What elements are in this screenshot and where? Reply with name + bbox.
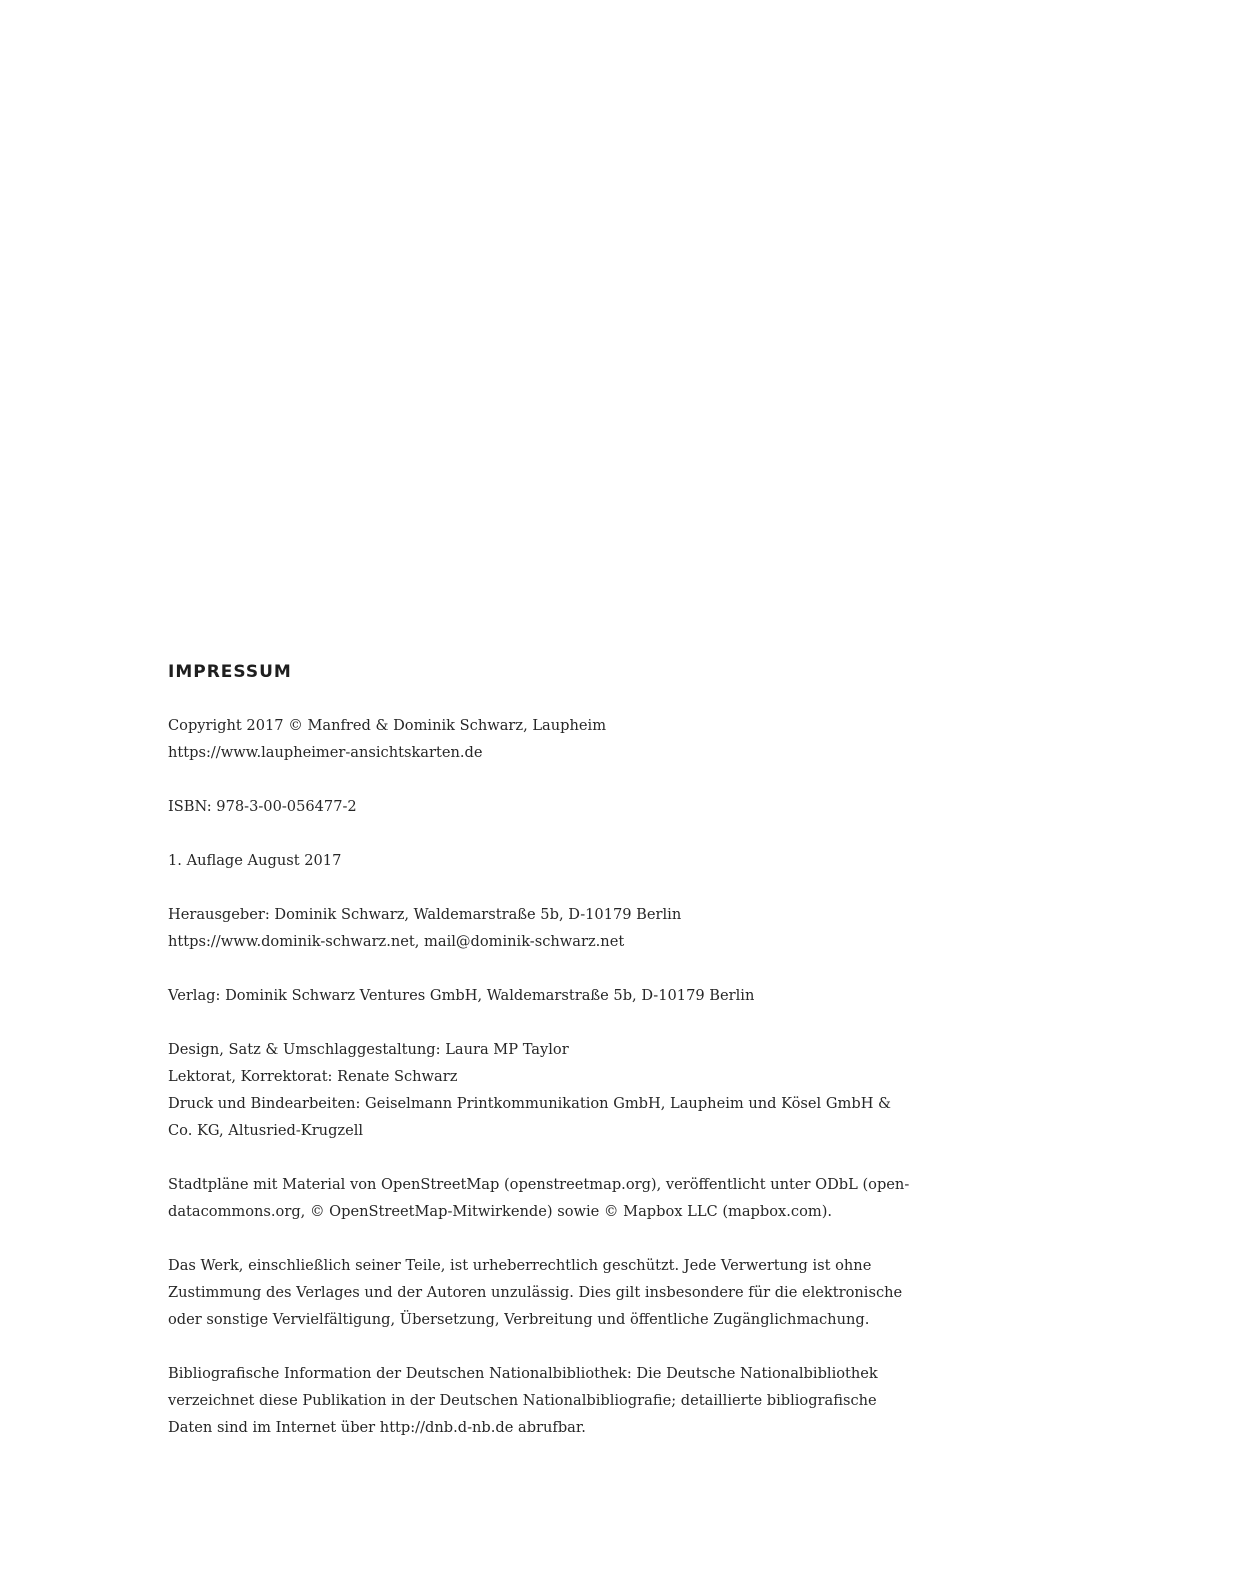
publisher-line: Herausgeber: Dominik Schwarz, Waldemarstraße 5b, D-10179 Berlin: [168, 906, 682, 923]
copyright-line: Copyright 2017 © Manfred & Dominik Schwarz, Laupheim: [168, 717, 607, 734]
dnb-line: verzeichnet diese Publikation in der Deutschen Nationalbibliografie; detaillierte bibliografische: [168, 1392, 877, 1409]
verlag-line: Verlag: Dominik Schwarz Ventures GmbH, Waldemarstraße 5b, D-10179 Berlin: [168, 987, 755, 1004]
rights-line: Das Werk, einschließlich seiner Teile, ist urheberrechtlich geschützt. Jede Verwertung ist ohne: [168, 1257, 872, 1274]
edition-block: [168, 847, 868, 874]
maps-line: Stadtpläne mit Material von OpenStreetMap (openstreetmap.org), veröffentlicht unter ODbL (open-: [168, 1176, 910, 1193]
publisher-block: [168, 901, 868, 955]
design-line: Design, Satz & Umschlaggestaltung: Laura MP Taylor: [168, 1041, 569, 1058]
maps-block: [168, 1171, 910, 1225]
verlag-block: [168, 982, 868, 1009]
isbn-line: ISBN: 978-3-00-056477-2: [168, 798, 357, 815]
website-link[interactable]: https://www.laupheimer-ansichtskarten.de: [168, 744, 483, 761]
rights-line: Zustimmung des Verlages und der Autoren unzulässig. Dies gilt insbesondere für die elektronische: [168, 1284, 903, 1301]
isbn-block: [168, 793, 868, 820]
dnb-line: Bibliografische Information der Deutschen Nationalbibliothek: Die Deutsche Nationalbibliothek: [168, 1365, 878, 1382]
dnb-block: [168, 1360, 878, 1441]
rights-block: [168, 1252, 903, 1333]
copyright-block: [168, 712, 868, 766]
rights-line: oder sonstige Vervielfältigung, Übersetzung, Verbreitung und öffentliche Zugänglichmachung.: [168, 1311, 870, 1328]
lektorat-line: Lektorat, Korrektorat: Renate Schwarz: [168, 1068, 458, 1085]
impressum-heading: IMPRESSUM: [168, 662, 292, 682]
druck-line: Co. KG, Altusried-Krugzell: [168, 1122, 364, 1139]
dnb-line: Daten sind im Internet über http://dnb.d-nb.de abrufbar.: [168, 1419, 586, 1436]
maps-line: datacommons.org, © OpenStreetMap-Mitwirkende) sowie © Mapbox LLC (mapbox.com).: [168, 1203, 833, 1220]
druck-line: Druck und Bindearbeiten: Geiselmann Printkommunikation GmbH, Laupheim und Kösel GmbH &: [168, 1095, 892, 1112]
impressum-section: [168, 658, 910, 1441]
credits-block: [168, 1036, 892, 1144]
edition-line: 1. Auflage August 2017: [168, 852, 342, 869]
publisher-contact-line[interactable]: https://www.dominik-schwarz.net, mail@dominik-schwarz.net: [168, 933, 625, 950]
